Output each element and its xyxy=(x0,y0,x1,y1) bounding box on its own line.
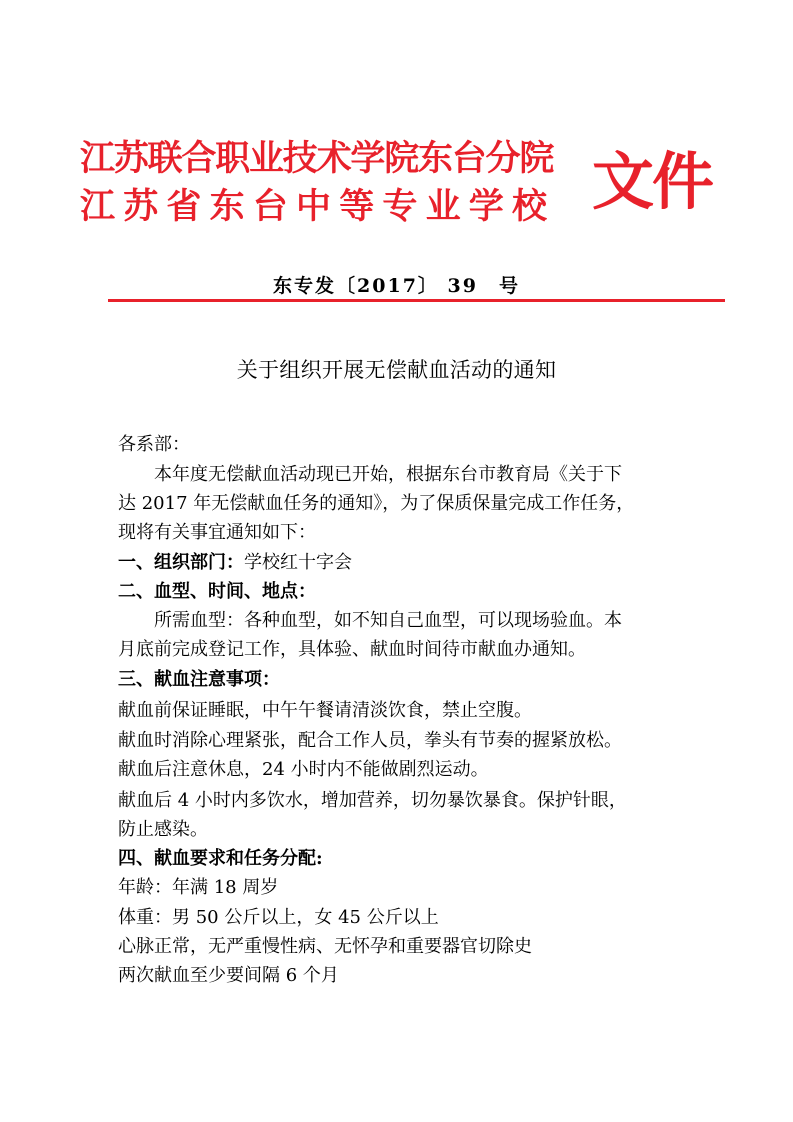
document-label: 文件 xyxy=(592,145,713,218)
requirement-item: 体重：男 50 公斤以上，女 45 公斤以上 xyxy=(118,907,439,928)
salutation: 各系部： xyxy=(118,434,190,455)
section-2-line-1: 所需血型：各种血型，如不知自己血型，可以现场验血。本 xyxy=(154,610,622,631)
section-1-heading: 一、组织部门： xyxy=(118,552,244,573)
section-3-heading: 三、献血注意事项： xyxy=(118,669,280,690)
note-item: 献血后注意休息，24 小时内不能做剧烈运动。 xyxy=(118,759,489,780)
section-2-heading: 二、血型、时间、地点： xyxy=(118,581,316,602)
issuing-organization-line-1: 江苏联合职业技术学院东台分院 xyxy=(80,139,554,179)
section-2-line-2: 月底前完成登记工作，具体验、献血时间待市献血办通知。 xyxy=(118,639,586,660)
document-number: 东专发〔2017〕 39 号 xyxy=(273,275,520,297)
red-divider-line xyxy=(108,299,725,302)
intro-paragraph-line-1: 本年度无偿献血活动现已开始，根据东台市教育局《关于下 xyxy=(154,464,622,485)
note-item: 献血前保证睡眠，中午午餐请清淡饮食，禁止空腹。 xyxy=(118,700,532,721)
note-item: 献血后 4 小时内多饮水，增加营养，切勿暴饮暴食。保护针眼， xyxy=(118,790,627,811)
section-1-text: 学校红十字会 xyxy=(244,552,352,573)
issuing-organization-line-2: 江苏省东台中等专业学校 xyxy=(80,187,556,227)
section-1 xyxy=(118,551,352,575)
requirement-item: 心脉正常，无严重慢性病、无怀孕和重要器官切除史 xyxy=(118,936,532,957)
section-4-heading: 四、献血要求和任务分配: xyxy=(118,848,323,869)
intro-paragraph-line-2: 达 2017 年无偿献血任务的通知》，为了保质保量完成工作任务， xyxy=(118,493,635,514)
note-item: 献血时消除心理紧张，配合工作人员，拳头有节奏的握紧放松。 xyxy=(118,730,622,751)
document-title: 关于组织开展无偿献血活动的通知 xyxy=(236,358,557,382)
requirement-item: 年龄：年满 18 周岁 xyxy=(118,877,279,898)
requirement-item: 两次献血至少要间隔 6 个月 xyxy=(118,965,339,986)
intro-paragraph-line-3: 现将有关事宜通知如下： xyxy=(118,522,316,543)
note-item-continued: 防止感染。 xyxy=(118,819,208,840)
